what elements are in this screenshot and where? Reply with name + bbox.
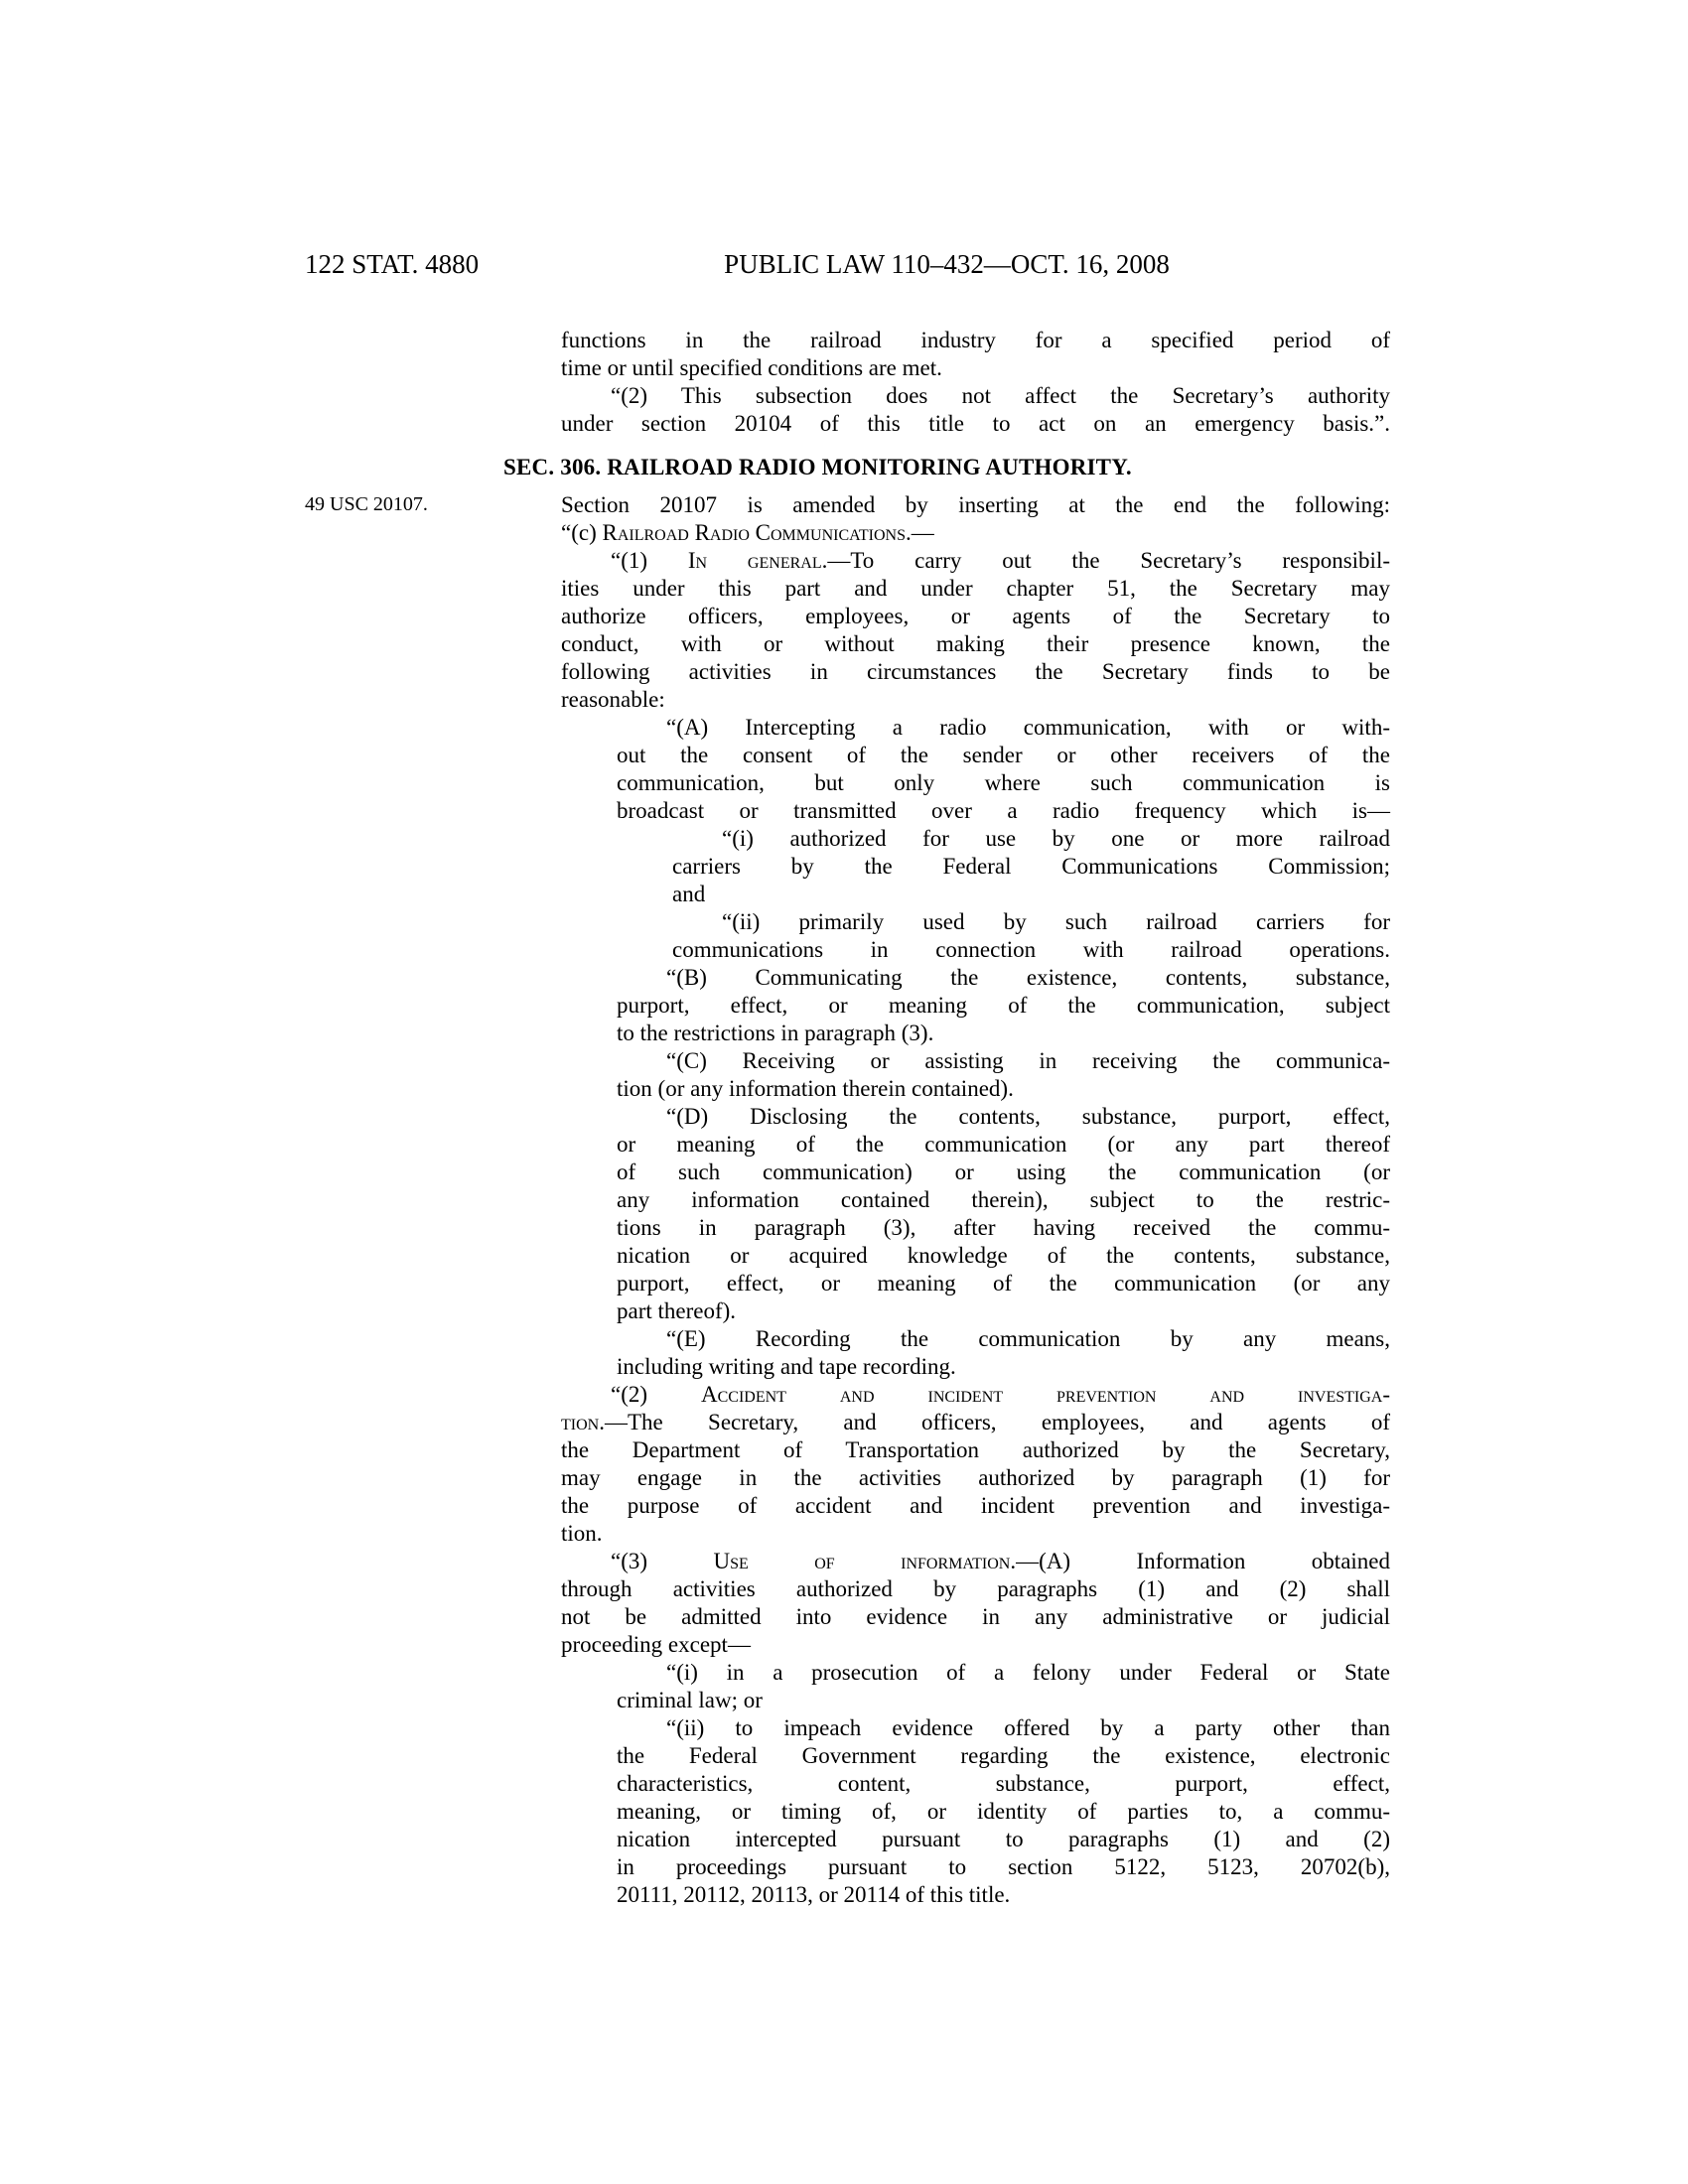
text-segment: part thereof). bbox=[617, 1298, 737, 1323]
paragraph-3-use-of-information bbox=[561, 1548, 1390, 1659]
text-segment: “(i) in a prosecution of a felony under Federal or State bbox=[666, 1660, 1390, 1685]
text-segment: ities under this part and under chapter 51, the Secretary may bbox=[561, 576, 1390, 601]
text-line bbox=[617, 1186, 1390, 1214]
text-segment: under section 20104 of this title to act on an emergency basis.”. bbox=[561, 411, 1390, 436]
page-number-stat: 122 STAT. 4880 bbox=[305, 249, 480, 279]
text-line bbox=[561, 658, 1390, 686]
text-line bbox=[561, 354, 1390, 382]
text-line bbox=[617, 1798, 1390, 1826]
text-segment: the Department of Transportation authorized by the Secretary, bbox=[561, 1437, 1390, 1462]
text-segment: “(1) bbox=[611, 548, 688, 573]
text-line bbox=[617, 1270, 1390, 1297]
text-segment: broadcast or transmitted over a radio frequency which is— bbox=[617, 798, 1390, 823]
text-segment: conduct, with or without making their presence known, the bbox=[561, 631, 1390, 656]
section-heading bbox=[503, 454, 1390, 481]
text-segment: Section 20107 is amended by inserting at the end the following: bbox=[561, 492, 1390, 517]
text-segment: and bbox=[672, 882, 706, 906]
text-segment: .—The Secretary, and officers, employees, and agents of bbox=[599, 1410, 1390, 1434]
text-line bbox=[561, 630, 1390, 658]
text-segment: “(ii) primarily used by such railroad carriers for bbox=[722, 909, 1390, 934]
text-line bbox=[561, 382, 1390, 410]
text-segment: or meaning of the communication (or any part thereof bbox=[617, 1132, 1390, 1157]
text-segment: to the restrictions in paragraph (3). bbox=[617, 1021, 934, 1045]
text-line bbox=[617, 1687, 1390, 1714]
text-line bbox=[561, 1603, 1390, 1631]
text-line bbox=[561, 1631, 1390, 1659]
text-line bbox=[617, 992, 1390, 1020]
text-segment: reasonable: bbox=[561, 687, 665, 712]
clause-3-i-prosecution bbox=[617, 1659, 1390, 1714]
text-segment: not be admitted into evidence in any administrative or judicial bbox=[561, 1604, 1390, 1629]
text-line bbox=[561, 1464, 1390, 1492]
margin-note-usc-citation: 49 USC 20107. bbox=[305, 493, 428, 515]
text-line bbox=[617, 1853, 1390, 1881]
text-segment: out the consent of the sender or other receivers of the bbox=[617, 743, 1390, 767]
subsection-c-heading bbox=[561, 519, 1390, 547]
text-line bbox=[561, 686, 1390, 714]
text-line bbox=[617, 1659, 1390, 1687]
text-line bbox=[672, 825, 1390, 853]
text-line bbox=[617, 1770, 1390, 1798]
text-line bbox=[617, 714, 1390, 742]
text-segment: 20111, 20112, 20113, or 20114 of this title. bbox=[617, 1882, 1011, 1907]
text-line bbox=[561, 1381, 1390, 1409]
text-segment: characteristics, content, substance, purport, effect, bbox=[617, 1771, 1390, 1796]
text-segment: nication or acquired knowledge of the contents, substance, bbox=[617, 1243, 1390, 1268]
text-segment: “(C) Receiving or assisting in receiving the communica- bbox=[666, 1048, 1390, 1073]
subparagraph-E-recording bbox=[617, 1325, 1390, 1381]
text-segment: .—(A) Information obtained bbox=[1010, 1549, 1390, 1573]
subparagraph-B-communicating bbox=[617, 964, 1390, 1047]
text-segment: tion (or any information therein contained). bbox=[617, 1076, 1014, 1101]
text-segment: “(2) This subsection does not affect the Secretary’s authority bbox=[611, 383, 1390, 408]
text-segment: proceeding except— bbox=[561, 1632, 751, 1657]
text-line bbox=[617, 1214, 1390, 1242]
paragraph-2-accident-prevention bbox=[561, 1381, 1390, 1548]
text-line bbox=[561, 575, 1390, 603]
small-caps-text: tion bbox=[561, 1410, 600, 1434]
text-line bbox=[561, 1575, 1390, 1603]
text-segment: any information contained therein), subject to the restric- bbox=[617, 1187, 1390, 1212]
text-line bbox=[617, 1103, 1390, 1131]
text-segment: functions in the railroad industry for a specified period of bbox=[561, 328, 1390, 352]
text-segment: in proceedings pursuant to section 5122, 5123, 20702(b), bbox=[617, 1854, 1390, 1879]
subparagraph-A-intercepting bbox=[617, 714, 1390, 825]
running-head-public-law: PUBLIC LAW 110–432—OCT. 16, 2008 bbox=[724, 249, 1170, 279]
text-line bbox=[617, 1020, 1390, 1047]
text-line bbox=[617, 1131, 1390, 1159]
text-segment: the Federal Government regarding the existence, electronic bbox=[617, 1743, 1390, 1768]
text-segment: “(E) Recording the communication by any means, bbox=[666, 1326, 1390, 1351]
text-line bbox=[503, 491, 1390, 519]
text-line bbox=[617, 769, 1390, 797]
text-line bbox=[561, 603, 1390, 630]
text-line bbox=[672, 936, 1390, 964]
text-segment: .—To carry out the Secretary’s responsibil- bbox=[821, 548, 1390, 573]
clause-i-authorized bbox=[672, 825, 1390, 908]
amendatory-sentence bbox=[503, 491, 1390, 519]
text-line bbox=[561, 1409, 1390, 1436]
text-line bbox=[561, 519, 1390, 547]
text-segment: authorize officers, employees, or agents of the Secretary to bbox=[561, 604, 1390, 628]
paragraph-continuation bbox=[561, 327, 1390, 382]
text-segment: the purpose of accident and incident prevention and investiga- bbox=[561, 1493, 1390, 1518]
text-line bbox=[561, 1436, 1390, 1464]
text-line bbox=[617, 1047, 1390, 1075]
text-line bbox=[672, 881, 1390, 908]
quoted-paragraph-2-prior-section bbox=[561, 382, 1390, 438]
text-segment: tion. bbox=[561, 1521, 603, 1546]
text-line bbox=[617, 1159, 1390, 1186]
text-line bbox=[561, 1520, 1390, 1548]
text-line bbox=[617, 1353, 1390, 1381]
subparagraph-D-disclosing bbox=[617, 1103, 1390, 1325]
text-segment: nication intercepted pursuant to paragraphs (1) and (2) bbox=[617, 1827, 1390, 1851]
text-segment: “(2) bbox=[611, 1382, 701, 1407]
small-caps-text: Accident and incident prevention and investiga- bbox=[700, 1382, 1390, 1407]
clause-ii-primarily-used bbox=[672, 908, 1390, 964]
statute-column bbox=[503, 327, 1390, 1909]
text-line bbox=[617, 1325, 1390, 1353]
text-line bbox=[561, 1548, 1390, 1575]
text-segment: “(D) Disclosing the contents, substance, purport, effect, bbox=[666, 1104, 1390, 1129]
text-segment: “(ii) to impeach evidence offered by a party other than bbox=[666, 1715, 1390, 1740]
text-segment: may engage in the activities authorized by paragraph (1) for bbox=[561, 1465, 1390, 1490]
text-segment: communications in connection with railroad operations. bbox=[672, 937, 1390, 962]
text-line bbox=[617, 1297, 1390, 1325]
small-caps-text: Railroad Radio Communications bbox=[602, 520, 907, 545]
text-line bbox=[561, 1492, 1390, 1520]
text-segment: criminal law; or bbox=[617, 1688, 763, 1712]
small-caps-text: Use of information bbox=[713, 1549, 1011, 1573]
text-line bbox=[561, 327, 1390, 354]
text-line bbox=[617, 797, 1390, 825]
text-segment: “(3) bbox=[611, 1549, 714, 1573]
text-line bbox=[617, 1881, 1390, 1909]
text-segment: “(A) Intercepting a radio communication, with or with- bbox=[666, 715, 1390, 740]
text-line bbox=[617, 1742, 1390, 1770]
text-segment: purport, effect, or meaning of the communication (or any bbox=[617, 1271, 1390, 1296]
text-line bbox=[672, 853, 1390, 881]
text-line bbox=[617, 1826, 1390, 1853]
text-segment: “(i) authorized for use by one or more railroad bbox=[722, 826, 1390, 851]
text-segment: communication, but only where such communication is bbox=[617, 770, 1390, 795]
text-segment: carriers by the Federal Communications Commission; bbox=[672, 854, 1390, 879]
text-line bbox=[617, 1075, 1390, 1103]
small-caps-text: In general bbox=[687, 548, 822, 573]
text-segment: meaning, or timing of, or identity of parties to, a commu- bbox=[617, 1799, 1390, 1824]
paragraph-1-in-general bbox=[561, 547, 1390, 714]
text-segment: of such communication) or using the communication (or bbox=[617, 1160, 1390, 1184]
text-line bbox=[672, 908, 1390, 936]
text-segment: purport, effect, or meaning of the communication, subject bbox=[617, 993, 1390, 1018]
text-segment: tions in paragraph (3), after having received the commu- bbox=[617, 1215, 1390, 1240]
text-line bbox=[503, 454, 1390, 481]
subparagraph-C-receiving bbox=[617, 1047, 1390, 1103]
text-line bbox=[617, 742, 1390, 769]
text-segment: following activities in circumstances the Secretary finds to be bbox=[561, 659, 1390, 684]
text-segment: including writing and tape recording. bbox=[617, 1354, 956, 1379]
text-line bbox=[561, 547, 1390, 575]
text-segment: through activities authorized by paragraphs (1) and (2) shall bbox=[561, 1576, 1390, 1601]
text-line bbox=[617, 1714, 1390, 1742]
text-line bbox=[617, 1242, 1390, 1270]
text-segment: time or until specified conditions are met. bbox=[561, 355, 942, 380]
text-segment: “(B) Communicating the existence, contents, substance, bbox=[666, 965, 1390, 990]
text-segment: “(c) bbox=[561, 520, 603, 545]
text-line bbox=[617, 964, 1390, 992]
text-segment: .— bbox=[906, 520, 934, 545]
clause-3-ii-impeach bbox=[617, 1714, 1390, 1909]
text-line bbox=[561, 410, 1390, 438]
text-segment: SEC. 306. RAILROAD RADIO MONITORING AUTHORITY. bbox=[503, 455, 1132, 479]
